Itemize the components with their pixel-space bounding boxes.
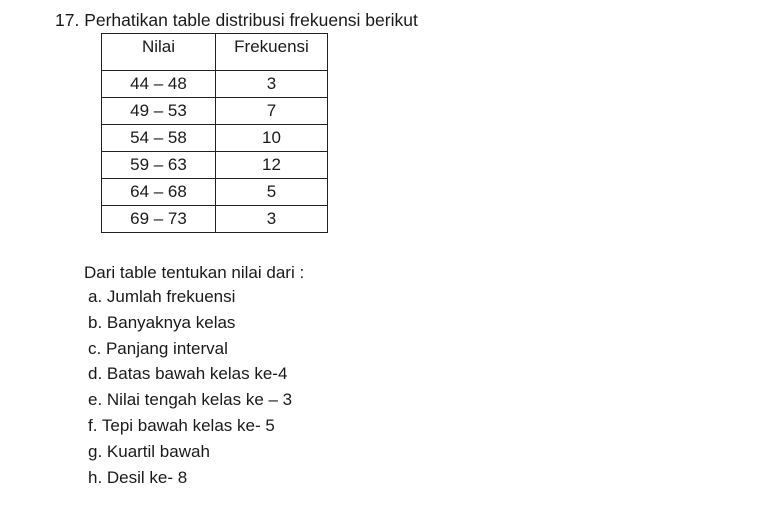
instructions-intro: Dari table tentukan nilai dari : [84, 263, 305, 282]
list-item: h. Desil ke- 8 [88, 467, 188, 487]
list-item: b. Banyaknya kelas [88, 312, 236, 332]
question-title: 17. Perhatikan table distribusi frekuensi berikut [55, 10, 418, 30]
list-item: d. Batas bawah kelas ke-4 [88, 364, 288, 384]
cell-nilai: 49 – 53 [102, 98, 216, 125]
cell-nilai: 54 – 58 [102, 125, 216, 152]
table-row [102, 179, 328, 206]
table-row [102, 206, 328, 233]
cell-frekuensi: 3 [216, 71, 328, 98]
list-item: g. Kuartil bawah [88, 441, 210, 461]
frequency-distribution-table [101, 33, 328, 233]
list-item: c. Panjang interval [88, 338, 228, 358]
cell-nilai: 44 – 48 [102, 71, 216, 98]
cell-frekuensi: 3 [216, 206, 328, 233]
cell-frekuensi: 7 [216, 98, 328, 125]
header-nilai: Nilai [102, 34, 216, 71]
list-item: a. Jumlah frekuensi [88, 287, 236, 306]
cell-nilai: 69 – 73 [102, 206, 216, 233]
header-frekuensi: Frekuensi [216, 34, 328, 71]
table-row [102, 152, 328, 179]
list-item: e. Nilai tengah kelas ke – 3 [88, 390, 293, 410]
cell-frekuensi: 10 [216, 125, 328, 152]
table-row [102, 98, 328, 125]
table-row [102, 125, 328, 152]
list-item: f. Tepi bawah kelas ke- 5 [88, 415, 275, 435]
cell-nilai: 59 – 63 [102, 152, 216, 179]
table-header-row [102, 34, 328, 71]
cell-frekuensi: 5 [216, 179, 328, 206]
table-row [102, 71, 328, 98]
cell-frekuensi: 12 [216, 152, 328, 179]
question-list [88, 286, 292, 492]
cell-nilai: 64 – 68 [102, 179, 216, 206]
